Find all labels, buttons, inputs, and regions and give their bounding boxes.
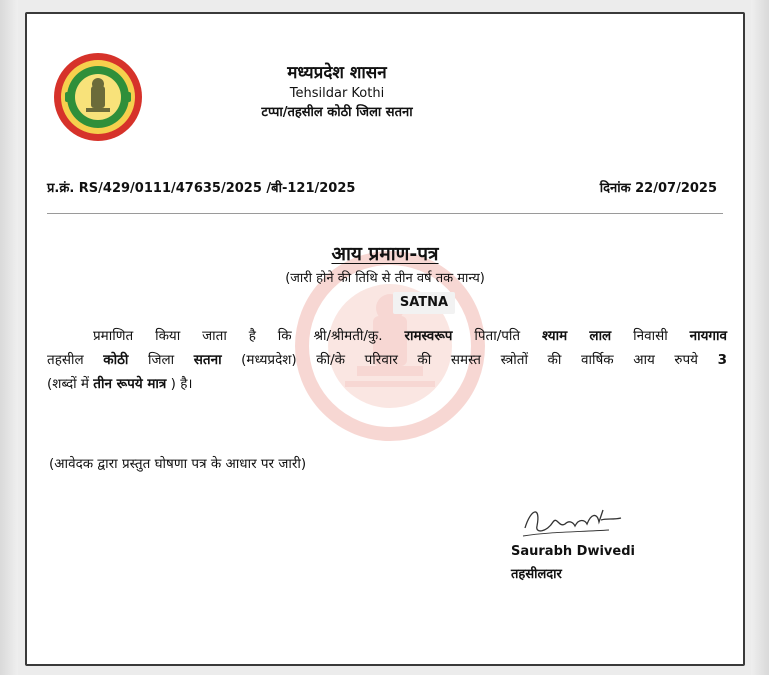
photo-edge-right: [751, 0, 769, 675]
applicant-name: रामस्वरूप: [404, 328, 453, 344]
tehsil-name: कोठी: [103, 352, 129, 368]
resident-label: निवासी: [633, 328, 668, 344]
certify-text: प्रमाणित किया जाता है कि श्री/श्रीमती/कु.: [93, 328, 383, 344]
income-certificate-document: [25, 12, 745, 666]
divider: [47, 213, 723, 214]
signatory-name: Saurabh Dwivedi: [511, 544, 635, 559]
body-line-1: [47, 324, 727, 348]
reference-prefix: प्र.क्रं.: [47, 181, 75, 196]
date-value: 22/07/2025: [635, 181, 717, 196]
reference-suffix: /बी-121/2025: [266, 181, 356, 196]
words-label: (शब्दों में: [47, 376, 89, 392]
mp-state-emblem-icon: [53, 52, 143, 142]
handwritten-signature-icon: [517, 498, 627, 542]
government-name: मध्यप्रदेश शासन: [287, 63, 387, 83]
father-name: श्याम लाल: [542, 328, 612, 344]
body-line-3: [47, 372, 727, 396]
reference-number: [47, 178, 355, 196]
validity-note: (जारी होने की तिथि से तीन वर्ष तक मान्य): [285, 271, 485, 286]
tappa-tehsil-district: टप्पा/तहसील कोठी जिला सतना: [261, 105, 413, 120]
issuance-basis-note: (आवेदक द्वारा प्रस्तुत घोषणा पत्र के आधार पर जारी): [49, 456, 307, 472]
sentence-end: ) है।: [170, 376, 193, 392]
district-name: सतना: [193, 352, 222, 368]
office-name: Tehsildar Kothi: [289, 86, 385, 101]
body-line-2: [47, 348, 727, 372]
income-in-words: तीन रूपये मात्र: [93, 376, 167, 392]
village-name: नायगाव: [689, 328, 728, 344]
father-label: पिता/पति: [474, 328, 521, 344]
office-header: [237, 62, 437, 122]
certificate-title-text: आय प्रमाण-पत्र: [331, 243, 439, 265]
income-amount: 3: [717, 352, 727, 368]
signatory-designation: तहसीलदार: [511, 567, 562, 582]
tehsil-label: तहसील: [47, 352, 84, 368]
reference-code: RS/429/0111/47635/2025: [78, 181, 262, 196]
district-badge: SATNA: [393, 292, 455, 314]
certificate-title: [27, 240, 743, 266]
issue-date: [600, 178, 717, 196]
photo-edge-left: [0, 0, 18, 675]
date-label: दिनांक: [599, 181, 631, 196]
income-statement: (मध्यप्रदेश) की/के परिवार की समस्त स्त्रोतों की वार्षिक आय रुपये: [241, 352, 698, 368]
district-label: जिला: [148, 352, 175, 368]
